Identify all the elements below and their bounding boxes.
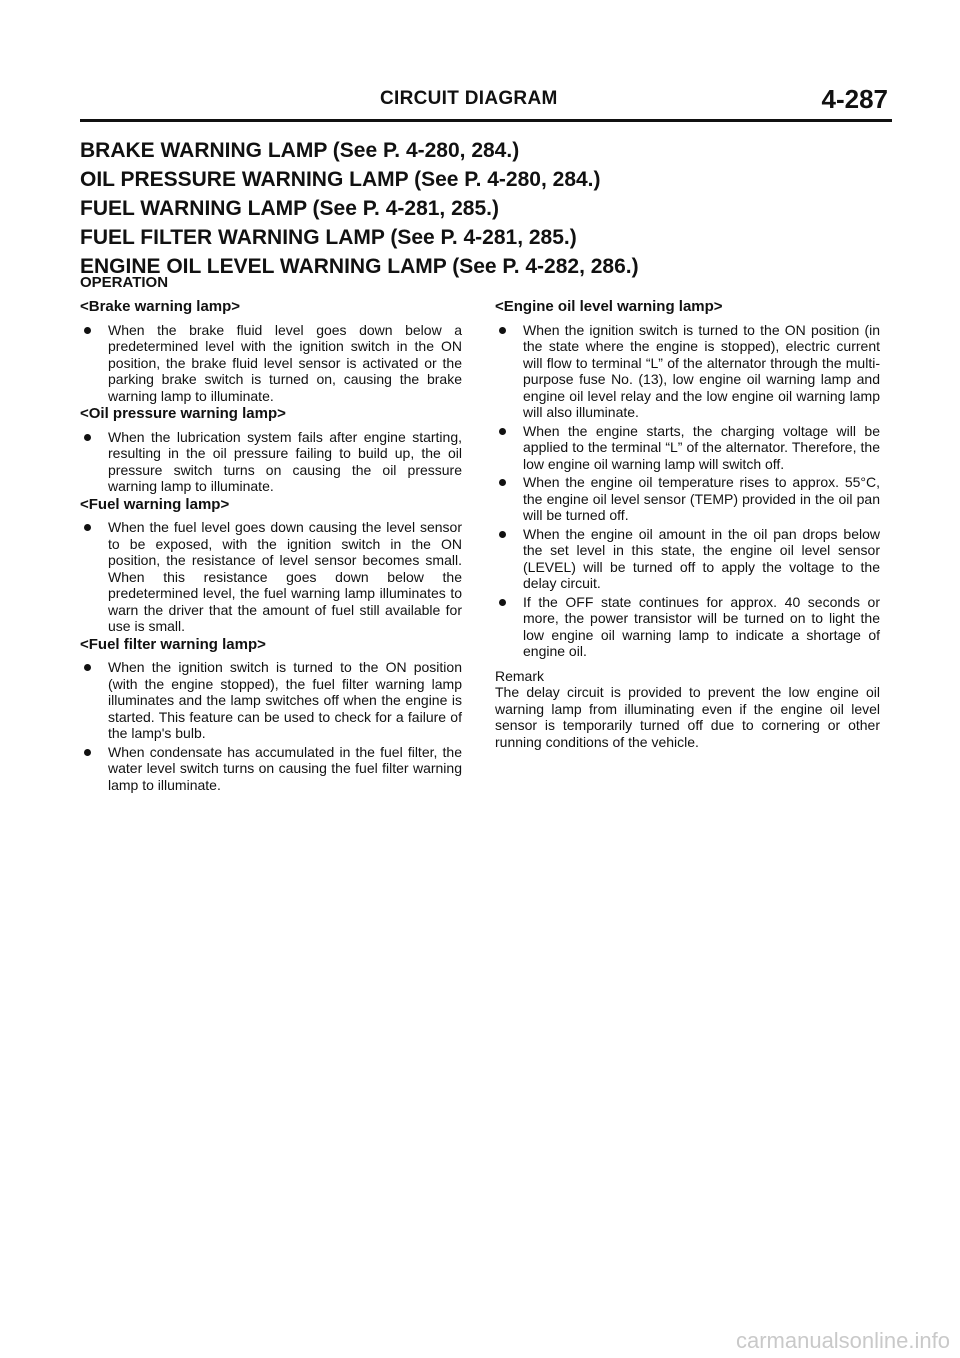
bullet-text: When condensate has accumulated in the fuel filter, the water level switch turns on causing the fuel filter warning lamp to illuminate. [108,743,462,793]
title-engine-oil-level-warning-lamp: ENGINE OIL LEVEL WARNING LAMP (See P. 4-282, 286.) [80,255,639,278]
bullet-dot-icon [499,428,506,435]
bullet-text: When the engine oil amount in the oil pan drops below the set level in this state, the engine oil level sensor (LEVEL) will be turned off to apply the voltage to the delay circuit. [523,525,880,591]
brake-lamp-heading: <Brake warning lamp> [80,298,241,315]
remark-text: The delay circuit is provided to prevent the low engine oil warning lamp from illuminating even if the engine oil level sensor is temporarily turned off due to cornering or other running conditions of the vehicle. [495,684,880,750]
bullet-dot-icon [499,327,506,334]
site-watermark: carmanualsonline.info [735,1328,950,1353]
engine-oil-lamp-bullet [495,474,880,524]
engine-oil-lamp-bullet [495,322,880,421]
bullet-text: If the OFF state continues for approx. 40 seconds or more, the power transistor will be turned on to light the low engine oil warning lamp to indicate a shortage of engine oil. [523,593,880,659]
fuel-lamp-bullet [80,519,462,635]
remark-heading: Remark [495,667,545,684]
brake-lamp-bullet [80,322,462,405]
title-brake-warning-lamp: BRAKE WARNING LAMP (See P. 4-280, 284.) [80,139,520,162]
fuel-filter-lamp-bullet [80,659,462,742]
section-title: CIRCUIT DIAGRAM [380,88,558,109]
fuel-filter-lamp-bullet [80,744,462,794]
right-column [495,299,880,750]
oil-pressure-lamp-bullet [80,429,462,495]
bullet-dot-icon [84,327,91,334]
engine-oil-lamp-bullet [495,423,880,473]
engine-oil-level-lamp-heading: <Engine oil level warning lamp> [495,298,723,315]
bullet-dot-icon [499,479,506,486]
bullet-dot-icon [84,434,91,441]
title-oil-pressure-warning-lamp: OIL PRESSURE WARNING LAMP (See P. 4-280, 284.) [80,168,601,191]
bullet-dot-icon [84,664,91,671]
page-header [80,84,888,118]
engine-oil-lamp-bullet [495,594,880,660]
header-rule [80,119,892,122]
title-fuel-warning-lamp: FUEL WARNING LAMP (See P. 4-281, 285.) [80,197,499,220]
bullet-text: When the brake fluid level goes down below a predetermined level with the ignition switch in the ON position, the brake fluid level sensor is activated or the parking brake switch is turned on, causing the brake warning lamp to illuminate. [108,321,462,404]
fuel-lamp-heading: <Fuel warning lamp> [80,495,230,513]
fuel-filter-lamp-heading: <Fuel filter warning lamp> [80,635,266,653]
bullet-dot-icon [84,524,91,531]
bullet-text: When the fuel level goes down causing the level sensor to be exposed, with the ignition switch in the ON position, the resistance of level sensor becomes small. When this resistance goes down below the predetermined level, the fuel warning lamp illuminates to warn the driver that the amount of fuel still available for use is small. [108,519,462,634]
lamp-title-list [80,136,880,281]
oil-pressure-lamp-heading: <Oil pressure warning lamp> [80,405,286,422]
bullet-text: When the ignition switch is turned to the ON position (with the engine stopped), the fuel filter warning lamp illuminates and the lamp switches off when the engine is started. This feature can be used to check for a failure of the lamp's bulb. [108,659,462,741]
page-number: 4-287 [821,84,888,114]
bullet-dot-icon [499,599,506,606]
title-fuel-filter-warning-lamp: FUEL FILTER WARNING LAMP (See P. 4-281, 285.) [80,226,577,249]
bullet-text: When the lubrication system fails after engine starting, resulting in the oil pressure failing to build up, the oil pressure switch turns on causing the oil pressure warning lamp to illuminate. [108,428,462,494]
bullet-text: When the engine oil temperature rises to approx. 55°C, the engine oil level sensor (TEMP) provided in the oil pan will be turned off. [523,474,880,523]
bullet-text: When the ignition switch is turned to the ON position (in the state where the engine is stopped), electric current will flow to terminal “L” of the alternator through the multi-purpose fuse No. (13), low engine oil warning lamp and engine oil level relay and the low engine oil warning lamp will also illuminate. [523,321,880,420]
bullet-dot-icon [84,749,91,756]
engine-oil-lamp-bullet [495,526,880,592]
operation-heading: OPERATION [80,274,169,291]
left-column [80,299,462,795]
bullet-text: When the engine starts, the charging voltage will be applied to the terminal “L” of the alternator. Therefore, the low engine oil warning lamp will switch off. [523,422,880,472]
bullet-dot-icon [499,531,506,538]
